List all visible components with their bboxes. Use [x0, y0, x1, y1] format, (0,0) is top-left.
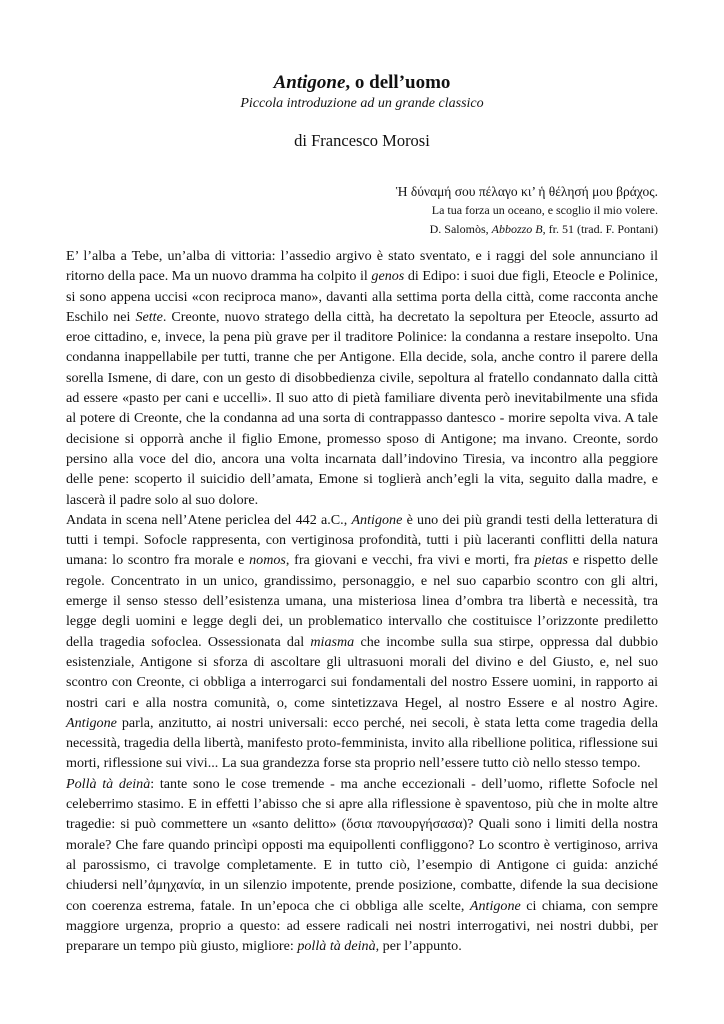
title-rest: , o dell’uomo [345, 72, 451, 93]
text-run: e rispetto delle regole. Concentrato in un unico, grandissimo, personaggio, e nel suo caparbio scontro con gli altri, emerge il senso stesso dell’esistenza umana, una misteriosa linea d’ombra tra libertà e necessità, tra legge degli uomini e legge degli dei, un problematico intervallo che costituisce l’orizzonte prediletto della tragedia sofoclea. Ossessionata dal [66, 552, 658, 650]
text-run: : tante sono le cose tremende - ma anche eccezionali - dell’uomo, riflette Sofocle nel celeberrimo stasimo. E in effetti l’abisso che si apre alla riflessione è spaventoso, più che in molte altre tragedie: si può commettere un «santo delitto» (ὅσια πανουργήσασα)? Quali sono i limiti della nostra morale? Che fare quando princìpi opposti ma equipollenti confliggono? Lo scontro è vertiginoso, arriva al parossismo, ci travolge completamente. E in tutto ciò, l’esempio di Antigone ci guida: anziché chiudersi nell’ἀμηχανία, in un silenzio impotente, prende posizione, combatte, difende la sua decisione con coerenza estrema, fatale. In un’epoca che ci obbliga alle scelte, [66, 775, 658, 914]
text-run: Andata in scena nell’Atene periclea del 442 a.C., [66, 511, 352, 528]
epigraph-source-work: Abbozzo B [491, 222, 543, 236]
text-run: , fra giovani e vecchi, fra vivi e morti, fra [285, 552, 535, 569]
paragraph-3 [66, 774, 658, 957]
text-run-italic: nomos [249, 552, 286, 569]
text-run-italic: Antigone [469, 897, 521, 914]
paragraph-2 [66, 510, 658, 774]
text-run: di Edipo: i suoi due figli, Eteocle e Polinice, si sono appena uccisi «con reciproca mano», davanti alla settima porta della città, come racconta anche Eschilo nei [66, 268, 659, 325]
text-run-italic: pietas [534, 552, 568, 569]
epigraph [298, 182, 658, 239]
text-run: E’ l’alba a Tebe, un’alba di vittoria: l’assedio argivo è stato sventato, e i raggi del sole annunciano il ritorno della pace. Ma un nuovo dramma ha colpito il [66, 248, 658, 285]
document-title [0, 72, 724, 94]
text-run-italic: Sette [135, 308, 163, 325]
epigraph-source [298, 220, 658, 239]
text-run: è uno dei più grandi testi della letteratura di tutti i tempi. Sofocle rappresenta, con vertiginosa profondità, tutti i più laceranti conflitti della natura umana: lo scontro fra morale e [66, 511, 658, 569]
epigraph-source-ref: , fr. 51 (trad. F. Pontani) [542, 222, 658, 236]
text-run-italic: Pollà tà deinà [66, 775, 151, 792]
document-subtitle: Piccola introduzione ad un grande classico [240, 96, 484, 111]
title-italic: Antigone [273, 72, 346, 93]
text-run-italic: genos [371, 268, 405, 285]
text-run-italic: Antigone [66, 714, 117, 731]
epigraph-translation: La tua forza un oceano, e scoglio il mio volere. [431, 203, 658, 217]
epigraph-greek: Ἡ δύναμή σου πέλαγο κι’ ἡ θέλησή μου βράχος. [395, 184, 658, 199]
text-run-italic: pollà tà deinà [297, 938, 376, 955]
text-run: , per l’appunto. [375, 938, 462, 955]
document-author: di Francesco Morosi [294, 131, 430, 150]
epigraph-source-author: D. Salomòs, [429, 222, 492, 236]
paragraph-1 [66, 246, 658, 510]
text-run: parla, anzitutto, ai nostri universali: ecco perché, nei secoli, è stata letta come tragedia della necessità, tragedia della libertà, manifesto proto-femminista, invito alla ribellione politica, riflessione sui morti, riflessione sui vivi... La sua grandezza forse sta proprio nell’essere tutto ciò nello stesso tempo. [66, 714, 658, 772]
text-run-italic: miasma [310, 633, 355, 650]
text-run: che incombe sulla sua stirpe, oppressa dal dubbio esistenziale, Antigone si sforza di ascoltare gli ultrasuoni morali del divino e del Giusto, e, nel suo scontro con Creonte, ci obbliga a interrogarci sui fondamentali del nostro Essere uomini, in rapporto ai nostri cari e alla nostra comunità, o, come sintetizzava Hegel, al nostro Essere e al nostro Agire. [66, 633, 658, 711]
text-run: . Creonte, nuovo stratego della città, ha decretato la sepoltura per Eteocle, assurto ad eroe cittadino, e, invece, la pena più grave per il traditore Polinice: la condanna a restare insepolto. Una condanna inappellabile per tutti, tranne che per Antigone. Ella decide, sola, anche contro il parere della sorella Ismene, di dare, con un gesto di disobbedienza civile, sepoltura al fratello condannato dalla città ad essere «pasto per cani e uccelli». Il suo atto di pietà familiare diventa però inevitabilmente una sfida al potere di Creonte, che la condanna ad una sorta di contrappasso dantesco - morire sepolta viva. A tale decisione si opporrà anche il figlio Emone, promesso sposo di Antigone; ma invano. Creonte, sordo persino alla voce del dio, ancora una volta incarnata dall’indovino Tiresia, va incontro alla peggiore delle pene: scoperto il suicidio dell’amata, Emone si toglierà anch’egli la vita, seguito dalla madre, e lascerà il padre solo al suo dolore. [66, 308, 658, 508]
text-run-italic: Antigone [351, 511, 403, 528]
document-body [66, 246, 658, 956]
text-run: ci chiama, con sempre maggiore urgenza, proprio a questo: ad essere radicali nei nostri interrogativi, nei nostri dubbi, per preparare un tempo più giusto, migliore: [66, 897, 659, 955]
